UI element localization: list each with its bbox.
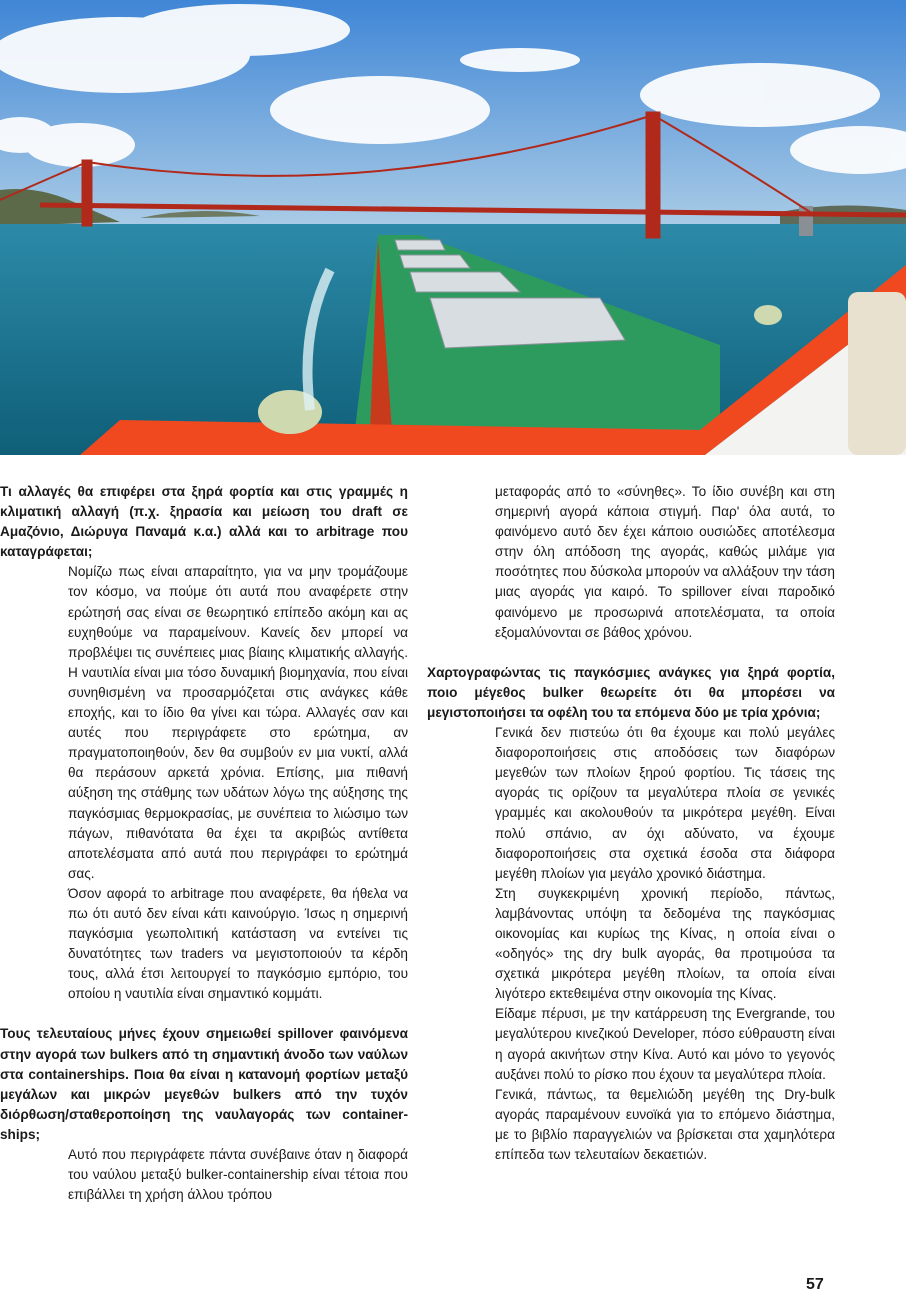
cover-photo-ship-golden-gate	[0, 0, 906, 455]
answer-3-paragraph-4: Γενικά, πάντως, τα θεμελιώδη μεγέθη της Dry-bulk αγοράς παραμένουν ευνοϊκά για το επόμενο διάστημα, με το βιβλίο παραγγελιών να βρίσκεται στα χαμηλότερα επίπεδα των τελευταίων δεκαετιών.	[495, 1086, 835, 1162]
answer-2	[68, 1145, 408, 1205]
column-left	[0, 482, 408, 1205]
answer-3	[495, 723, 835, 1165]
question-2: Τους τελευταίους μήνες έχουν σημειωθεί spillover φαινόμενα στην αγορά των bulkers από τη σημαντική άνοδο των ναύλων στα containerships. Ποια θα είναι η κατανομή φορτίων μεταξύ μεγάλων και μικρών μεγεθών bulkers από την τυχόν διόρθωση/σταθεροποίηση της ναυλαγοράς των container-ships;	[0, 1026, 408, 1142]
answer-1-paragraph-2: Όσον αφορά το arbitrage που αναφέρετε, θα ήθελα να πω ότι αυτό δεν είναι κάτι καινούργιο. Ίσως η σημερινή παγκόσμια γεωπολιτική κατάσταση να εντείνει τις δυνατότητες των traders να μεγιστοποιούν τα κέρδη τους, αλλά έτσι λειτουργεί το παγκόσμιο εμπόριο, του οποίου η ναυτιλία είναι σημαντικό κομμάτι.	[68, 885, 408, 1002]
answer-1	[68, 562, 408, 1004]
answer-3-paragraph-1: Γενικά δεν πιστεύω ότι θα έχουμε και πολύ μεγάλες διαφοροποιήσεις στις αποδόσεις των διαφόρων μεγεθών των πλοίων ξηρού φορτίου. Τις τάσεις της αγοράς τις ορίζουν τα μεγαλύτερα πλοία σε γενικές γραμμές και ακολουθούν τα μικρότερα μεγέθη. Είναι πολύ σπάνιο, αν όχι αδύνατο, να έχουμε διαφοροποιήσεις στα σχετικά έσοδα στα διάφορα μεγέθη πλοίων για μεγάλο χρονικό διάστημα.	[495, 725, 835, 881]
answer-2-continued	[495, 482, 835, 643]
column-right	[427, 482, 835, 1165]
answer-3-paragraph-3: Είδαμε πέρυσι, με την κατάρρευση της Evergrande, του μεγαλύτερου κινεζικού Developer, πόσο εύθραυστη είναι η αγορά ακινήτων στην Κίνα. Αυτό και μόνο το γεγονός αυξάνει πολύ το ρίσκο που έχουν τα μεγαλύτερα πλοία.	[495, 1006, 835, 1082]
page-number: 57	[806, 1276, 824, 1293]
question-1: Τι αλλαγές θα επιφέρει στα ξηρά φορτία και στις γραμμές η κλιματική αλλαγή (π.χ. ξηρασία και μείωση του draft σε Αμαζόνιο, Διώρυγα Παναμά κ.α.) αλλά και το arbitrage που καταγράφεται;	[0, 484, 408, 560]
answer-2-paragraph-1: Αυτό που περιγράφετε πάντα συνέβαινε όταν η διαφορά του ναύλου μεταξύ bulker-containership είναι τέτοια που επιβάλλει τη χρήση άλλου τρόπου	[68, 1147, 408, 1203]
answer-3-paragraph-2: Στη συγκεκριμένη χρονική περίοδο, πάντως, λαμβάνοντας υπόψη τα δεδομένα της παγκόσμιας οικονομίας και κυρίως της Κίνας, η οποία είναι ο «οδηγός» της dry bulk αγοράς, θα προτιμούσα τα σχετικά μικρότερα μεγέθη πλοίων, τα οποία είναι λιγότερο εκτεθειμένα στην οικονομία της Κίνας.	[495, 885, 835, 1002]
answer-2-paragraph-continued: μεταφοράς από το «σύνηθες». Το ίδιο συνέβη και στη σημερινή αγορά κάποια στιγμή. Παρ' όλα αυτά, το φαινόμενο αυτό δεν έχει κάποιο ουσιώδες αποτέλεσμα στην όλη απόδοση της αγοράς, καθώς μιλάμε για ποσότητες που δύσκολα μπορούν να αλλάξουν την τάση μιας αγοράς για καιρό. Το spillover είναι παροδικό φαινόμενο με προσωρινά αποτελέσματα, τα οποία εξομαλύνονται σε βάθος χρόνου.	[495, 484, 835, 640]
question-3: Χαρτογραφώντας τις παγκόσμιες ανάγκες για ξηρά φορτία, ποιο μέγεθος bulker θεωρείτε ότι θα μπορέσει να μεγιστοποιήσει τα οφέλη του τα επόμενα δύο με τρία χρόνια;	[427, 664, 835, 720]
answer-1-paragraph-1: Νομίζω πως είναι απαραίτητο, για να μην τρομάζουμε τον κόσμο, να πούμε ότι αυτά που αναφέρετε στην ερώτησή σας είναι σε θεωρητικό επίπεδο ακόμη και ας ευχηθούμε να παραμείνουν. Κανείς δεν μπορεί να προβλέψει τις συνέπειες μιας βίαιης κλιματικής αλλαγής. Η ναυτιλία είναι μια τόσο δυναμική βιομηχανία, που είναι συνηθισμένη να προσαρμόζεται στις ανάγκες κάθε εποχής, και το ίδιο θα γίνει και τώρα. Αλλαγές σαν και αυτές που περιγράφετε στο ερώτημα, αν πραγματοποιηθούν, δεν θα συμβούν εν μια νυκτί, αλλά θα περάσουν αρκετά χρόνια. Επίσης, μια πιθανή αύξηση της στάθμης των υδάτων λόγω της αύξησης της παγκόσμιας θερμοκρασίας, με συνέπεια το λιώσιμο των πάγων, πιθανότατα θα έχει τα ακριβώς αντίθετα αποτελέσματα από αυτά που περιγράφει το ερώτημά σας.	[68, 564, 408, 881]
